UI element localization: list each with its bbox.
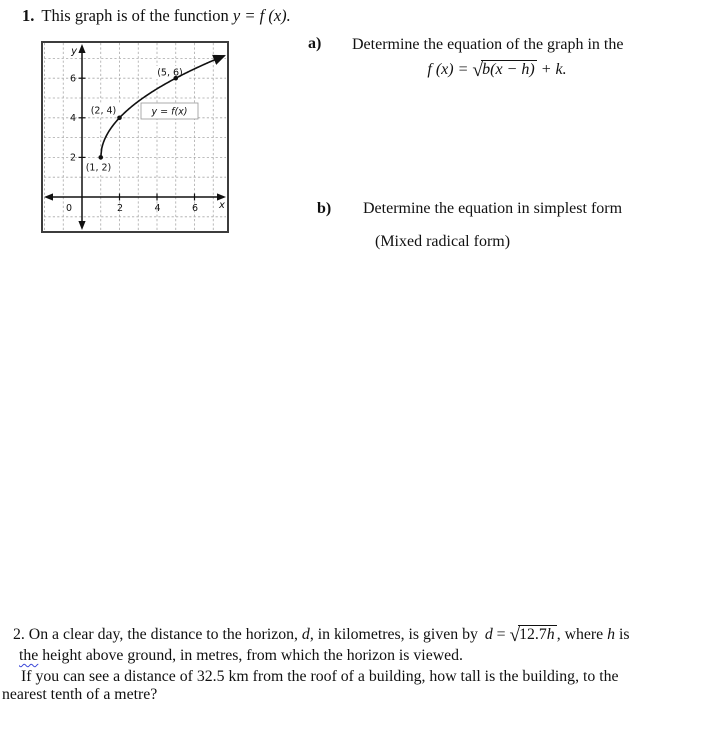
origin-label: 0 [65, 203, 73, 214]
variable-h: h [607, 626, 616, 643]
data-point [98, 155, 103, 160]
equation-tail: + k. [536, 61, 567, 78]
y-tick-label-2: 2 [69, 152, 76, 164]
curve-label: y = f(x) [151, 106, 188, 118]
question-2-line-4: nearest tenth of a metre? [2, 686, 158, 703]
question-1-function-expr: y = f (x). [232, 6, 291, 25]
part-a-equation [352, 60, 642, 80]
variable-h: h [546, 626, 555, 643]
variable-d: d [301, 626, 310, 643]
x-tick-label-6: 6 [191, 203, 199, 214]
question-1-number: 1. [22, 6, 35, 25]
x-tick-label-4: 4 [154, 203, 161, 214]
radical-sign-icon: √ [509, 624, 521, 646]
part-a-text: Determine the equation of the graph in the [352, 36, 624, 53]
q2-text: , in kilometres, is given by [309, 626, 482, 643]
part-b-text: Determine the equation in simplest form [363, 200, 623, 217]
point-label-5-6: (5, 6) [157, 67, 183, 79]
y-axis-letter: y [71, 46, 77, 57]
x-tick-label-2: 2 [116, 203, 124, 214]
part-a-body [352, 35, 642, 80]
radical-sign-icon: √ [472, 59, 484, 81]
function-graph [41, 41, 229, 233]
y-tick-label-4: 4 [69, 113, 76, 124]
x-axis-letter: x [219, 200, 225, 211]
radicand-number: 12.7 [519, 626, 547, 643]
graph-figure [41, 41, 229, 233]
variable-d: d [484, 626, 493, 643]
part-a-label: a) [308, 35, 322, 52]
question-2-line-2 [19, 647, 463, 665]
y-tick-label-6: 6 [69, 73, 76, 85]
q2-text: 2. On a clear day, the distance to the horizon, [13, 626, 302, 643]
part-b-note: (Mixed radical form) [375, 233, 511, 250]
question-2-line-1 [13, 625, 630, 644]
question-1-text: This graph is of the function [41, 6, 229, 25]
q2-text: height above ground, in metres, from which the horizon is viewed. [38, 647, 463, 664]
question-2-line-3: If you can see a distance of 32.5 km from the roof of a building, how tall is the building, to the [21, 668, 619, 685]
data-point [117, 116, 122, 121]
point-label-2-4: (2, 4) [90, 105, 117, 117]
equation-radicand: b(x − h) [482, 61, 535, 78]
part-b-label: b) [317, 200, 332, 217]
equals-sign: = [492, 626, 510, 643]
q2-text: , where [556, 626, 608, 643]
q2-text: is [615, 626, 630, 643]
equation-lhs: f (x) = [427, 61, 473, 78]
point-label-1-2: (1, 2) [85, 162, 112, 174]
grammar-check-word: the [19, 647, 39, 664]
question-1-title [22, 6, 291, 26]
